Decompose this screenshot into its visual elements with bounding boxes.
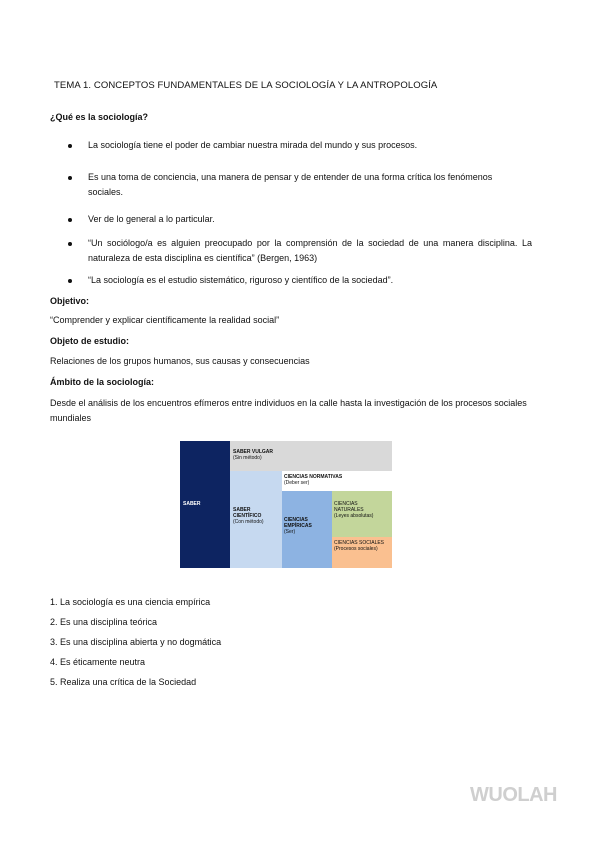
list-item: 4. Es éticamente neutra	[50, 657, 146, 667]
list-item: 1. La sociología es una ciencia empírica	[50, 597, 211, 607]
heading-objetivo: Objetivo:	[50, 296, 90, 306]
bullet-icon	[68, 176, 72, 180]
ciencias-sociales-block	[332, 537, 392, 568]
ciencias-normativas-title: CIENCIAS NORMATIVAS	[284, 474, 343, 480]
ciencias-empiricas-title: CIENCIAS EMPÍRICAS	[284, 517, 312, 529]
list-item: 3. Es una disciplina abierta y no dogmática	[50, 637, 222, 647]
bullet-item: Es una toma de conciencia, una manera de pensar y de entender de una forma crítica los fenómenos sociales.	[88, 172, 493, 197]
knowledge-diagram	[180, 441, 392, 568]
saber-vulgar-sub: (Sin método)	[233, 455, 262, 461]
saber-cientifico-block	[230, 471, 282, 568]
ciencias-empiricas-block	[282, 491, 332, 568]
saber-vulgar-block	[230, 441, 392, 471]
ciencias-sociales-title: CIENCIAS SOCIALES	[334, 540, 385, 546]
objetivo-text: “Comprender y explicar científicamente la realidad social”	[50, 315, 280, 325]
document-title: TEMA 1. CONCEPTOS FUNDAMENTALES DE LA SOCIOLOGÍA Y LA ANTROPOLOGÍA	[54, 80, 438, 91]
objeto-text: Relaciones de los grupos humanos, sus causas y consecuencias	[50, 356, 310, 366]
bullet-icon	[68, 279, 72, 283]
bullet-item: Ver de lo general a lo particular.	[88, 214, 215, 224]
bullet-icon	[68, 218, 72, 222]
bullet-icon	[68, 242, 72, 246]
heading-what-is: ¿Qué es la sociología?	[50, 112, 149, 122]
saber-label: SABER	[183, 501, 201, 507]
ciencias-empiricas-sub: (Ser)	[284, 529, 296, 535]
ciencias-naturales-sub: (Leyes absolutas)	[334, 513, 374, 519]
saber-block	[180, 441, 230, 568]
heading-ambito: Ámbito de la sociología:	[50, 377, 155, 387]
bullet-item: “La sociología es el estudio sistemático, riguroso y científico de la sociedad”.	[88, 275, 394, 285]
ciencias-normativas-sub: (Deber ser)	[284, 480, 310, 486]
bullet-item: La sociología tiene el poder de cambiar nuestra mirada del mundo y sus procesos.	[88, 140, 418, 150]
bullet-item: “Un sociólogo/a es alguien preocupado por la comprensión de la sociedad de una manera disciplina. La naturaleza de esta disciplina es científica” (Bergen, 1963)	[88, 238, 532, 263]
saber-cientifico-sub: (Con método)	[233, 519, 264, 525]
saber-vulgar-title: SABER VULGAR	[233, 449, 274, 455]
wuolah-watermark: WUOLAH	[470, 784, 557, 806]
ciencias-normativas-block	[282, 471, 392, 491]
saber-cientifico-title: SABER CIENTÍFICO	[233, 507, 262, 519]
ambito-text: Desde el análisis de los encuentros efímeros entre individuos en la calle hasta la investigación de los procesos sociales mundiales	[50, 398, 527, 423]
heading-objeto: Objeto de estudio:	[50, 336, 130, 346]
list-item: 5. Realiza una crítica de la Sociedad	[50, 677, 197, 687]
ciencias-naturales-block	[332, 491, 392, 537]
bullet-icon	[68, 144, 72, 148]
ciencias-sociales-sub: (Procesos sociales)	[334, 546, 378, 552]
ciencias-naturales-title: CIENCIAS NATURALES	[334, 501, 364, 513]
list-item: 2. Es una disciplina teórica	[50, 617, 158, 627]
